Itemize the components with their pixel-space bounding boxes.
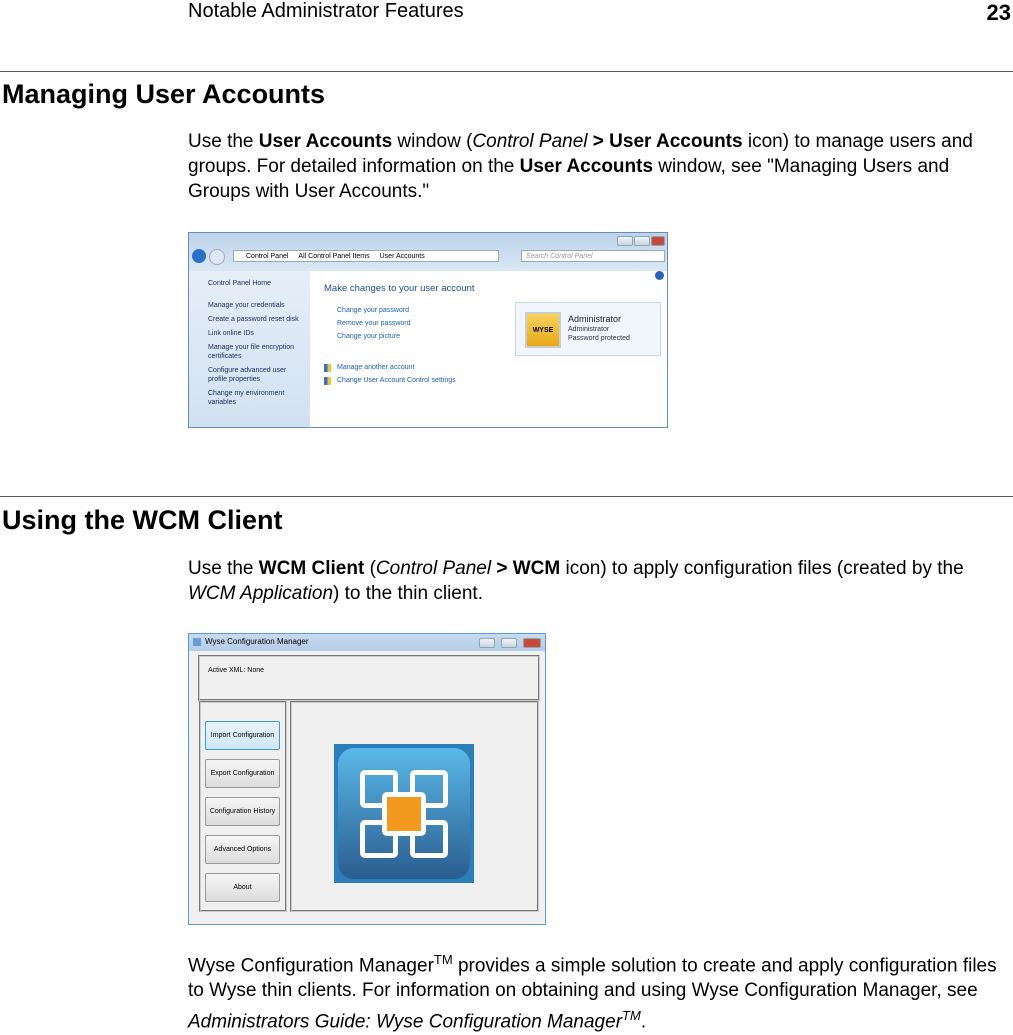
logo-glyph-icon — [360, 770, 448, 858]
address-bar[interactable] — [233, 250, 499, 262]
account-card — [515, 302, 661, 356]
back-icon[interactable] — [192, 249, 206, 263]
user-accounts-window — [188, 232, 668, 428]
left-link[interactable]: Manage your file encryption certificates — [208, 344, 294, 360]
export-configuration-button[interactable]: Export Configuration — [205, 759, 280, 788]
uac-settings-link[interactable]: Change User Account Control settings — [337, 377, 456, 384]
close-button[interactable] — [523, 638, 541, 648]
configuration-history-button[interactable]: Configuration History — [205, 797, 280, 826]
account-picture: WYSE — [525, 312, 561, 348]
account-status: Password protected — [568, 335, 630, 342]
manage-account-link[interactable]: Manage another account — [337, 364, 415, 371]
running-header: Notable Administrator Features — [188, 0, 464, 22]
page-number: 23 — [986, 0, 1011, 25]
left-link[interactable]: Link online IDs — [208, 330, 254, 337]
advanced-options-button[interactable]: Advanced Options — [205, 835, 280, 864]
change-picture-link[interactable]: Change your picture — [337, 333, 401, 340]
left-link[interactable]: Configure advanced user profile properties — [208, 367, 287, 383]
minimize-button[interactable] — [479, 638, 495, 648]
left-link[interactable]: Manage your credentials — [208, 302, 285, 309]
breadcrumb-item[interactable]: Control Panel — [246, 252, 289, 260]
minimize-button[interactable] — [617, 236, 633, 246]
about-button[interactable]: About — [205, 873, 280, 902]
wcm-logo — [334, 744, 474, 883]
left-link[interactable]: Change my environment variables — [208, 390, 285, 406]
account-name: Administrator — [568, 314, 622, 324]
active-xml-label: Active XML: None — [208, 667, 265, 674]
shield-icon — [324, 364, 331, 372]
paragraph: Use the User Accounts window (Control Panel > User Accounts icon) to manage users and groups. For detailed information on the User Accounts window, see "Managing Users and Groups with User Accounts." — [188, 131, 973, 202]
account-role: Administrator — [568, 326, 610, 333]
left-link[interactable]: Create a password reset disk — [208, 316, 299, 323]
divider — [0, 71, 1013, 72]
wcm-window — [188, 633, 546, 925]
breadcrumb-item[interactable]: All Control Panel Items — [298, 252, 370, 260]
divider — [0, 496, 1013, 497]
remove-password-link[interactable]: Remove your password — [337, 320, 411, 327]
window-title: Wyse Configuration Manager — [205, 637, 309, 646]
left-link[interactable]: Control Panel Home — [208, 280, 272, 287]
breadcrumb-item[interactable]: User Accounts — [379, 252, 425, 260]
import-configuration-button[interactable]: Import Configuration — [205, 721, 280, 750]
paragraph: Use the WCM Client (Control Panel > WCM icon) to apply configuration files (created by the WCM Application) to the thin client. — [188, 558, 964, 604]
section-title: Using the WCM Client — [2, 505, 283, 535]
change-password-link[interactable]: Change your password — [337, 307, 409, 314]
active-xml-panel — [198, 655, 540, 701]
search-input[interactable]: Search Control Panel — [521, 250, 665, 262]
shield-icon — [324, 377, 331, 385]
forward-icon[interactable] — [209, 249, 225, 265]
content-heading: Make changes to your user account — [324, 283, 475, 294]
paragraph: Wyse Configuration Manager™ provides a simple solution to create and apply configuration files to Wyse thin clients. For information on obtaining and using Wyse Configuration Manager, see Administrators Guide: Wyse Configuration Manager™. — [188, 952, 997, 1033]
help-icon[interactable] — [655, 271, 664, 280]
app-icon — [193, 638, 201, 646]
maximize-button[interactable] — [501, 638, 517, 648]
close-button[interactable] — [651, 236, 665, 246]
section-title: Managing User Accounts — [2, 79, 326, 109]
maximize-button[interactable] — [634, 236, 650, 246]
